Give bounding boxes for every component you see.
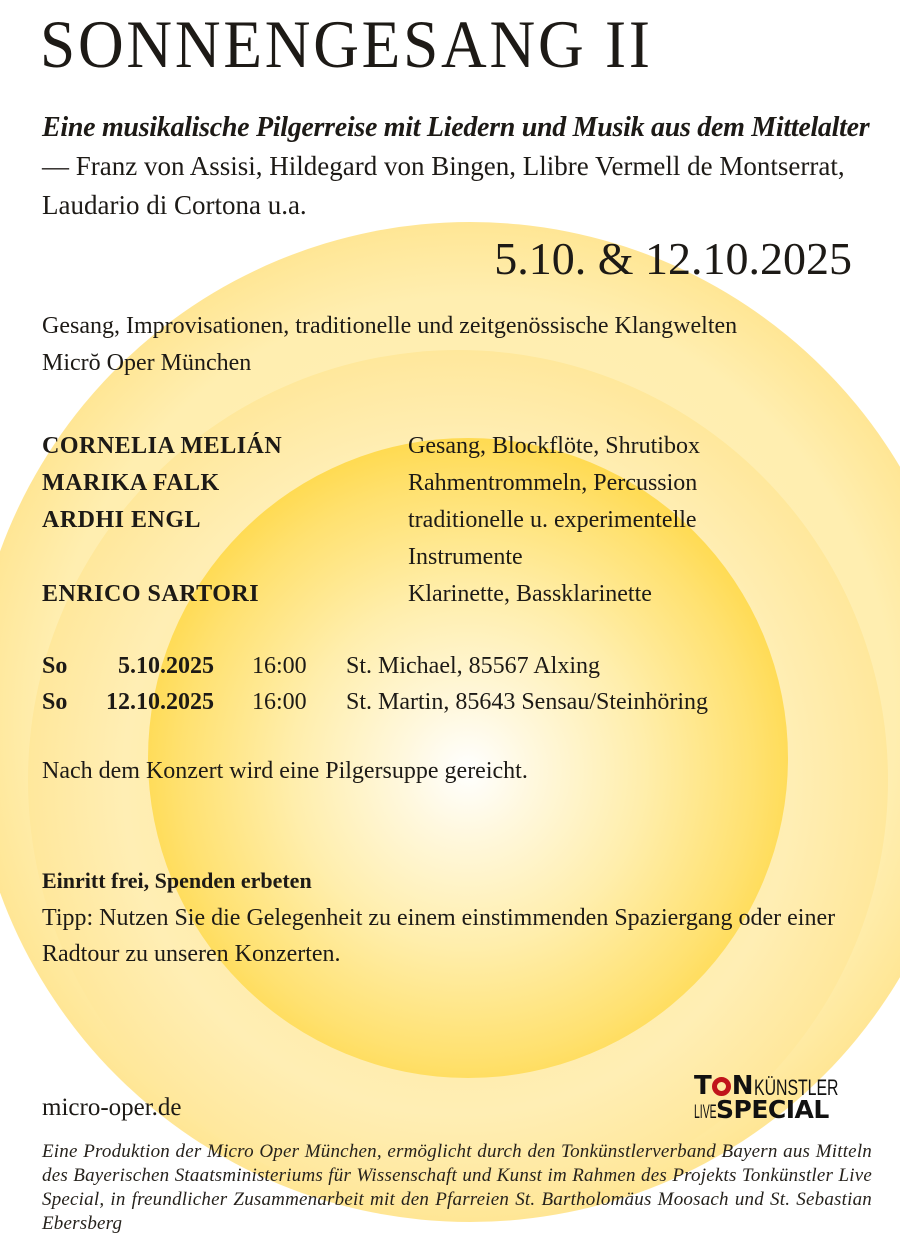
cast-name: MARIKA FALK	[42, 470, 220, 496]
cast-row	[42, 576, 808, 613]
poster-subtitle	[42, 108, 872, 225]
performance-venue: St. Martin, 85643 Sensau/Steinhöring	[346, 689, 708, 715]
website-link[interactable]: micro-oper.de	[42, 1094, 182, 1121]
cast-row	[42, 428, 808, 465]
admission-info: Einritt frei, Spenden erbeten	[42, 868, 312, 893]
description-ensemble: Micrŏ Oper München	[42, 350, 252, 376]
logo-kuenstler: KÜNSTLER	[753, 1075, 839, 1100]
performance-row	[42, 648, 708, 684]
logo-letter-t: T	[694, 1071, 711, 1101]
performance-time: 16:00	[252, 653, 307, 679]
logo-red-ring-icon	[712, 1077, 731, 1096]
cast-list	[42, 428, 808, 613]
performance-venue: St. Michael, 85567 Alxing	[346, 653, 600, 679]
subtitle-sources: — Franz von Assisi, Hildegard von Bingen, Llibre Vermell de Montserrat, Laudario di Cortona u.a.	[42, 151, 845, 220]
travel-tip: Tipp: Nutzen Sie die Gelegenheit zu einem einstimmenden Spaziergang oder einer Radtour zu unseren Konzerten.	[42, 905, 836, 967]
tonkuenstler-live-special-logo	[694, 1071, 859, 1124]
soup-note: Nach dem Konzert wird eine Pilgersuppe gereicht.	[42, 758, 528, 784]
poster-title: SONNENGESANG II	[40, 6, 653, 82]
performance-day: So	[42, 689, 68, 715]
description-genre: Gesang, Improvisationen, traditionelle und zeitgenössische Klangwelten	[42, 313, 738, 339]
logo-live: LIVE	[694, 1102, 717, 1123]
cast-role: Rahmentrommeln, Percussion	[408, 470, 698, 496]
cast-role: traditionelle u. experimentelle Instrumente	[408, 507, 697, 570]
performance-list	[42, 648, 708, 720]
cast-name: ENRICO SARTORI	[42, 581, 260, 607]
performance-time: 16:00	[252, 689, 307, 715]
description	[42, 308, 842, 382]
performance-date: 12.10.2025	[106, 689, 214, 715]
subtitle-italic: Eine musikalische Pilgerreise mit Liedern und Musik aus dem Mittelalter	[42, 112, 870, 143]
cast-name: ARDHI ENGL	[42, 507, 202, 533]
performance-day: So	[42, 653, 68, 679]
cast-row	[42, 465, 808, 502]
performance-date: 5.10.2025	[118, 653, 214, 679]
event-dates: 5.10. & 12.10.2025	[494, 233, 852, 284]
logo-special: SPECIAL	[716, 1095, 829, 1124]
cast-role: Gesang, Blockflöte, Shrutibox	[408, 433, 700, 459]
performance-row	[42, 684, 708, 720]
logo-bottom-row	[694, 1097, 859, 1122]
production-credits: Eine Produktion der Micro Oper München, ermöglicht durch den Tonkünstlerverband Bayern aus Mitteln des Bayerischen Staatsministeriums für Wissenschaft und Kunst im Rahmen des Projekts Tonkünstler Live Special, in freundlicher Zusammenarbeit mit den Pfarreien St. Bartholomäus Moosach und St. Sebastian Ebersberg	[42, 1141, 872, 1234]
cast-name: CORNELIA MELIÁN	[42, 433, 283, 459]
cast-role: Klarinette, Bassklarinette	[408, 581, 652, 607]
cast-row	[42, 502, 808, 576]
logo-letter-n: N	[731, 1071, 753, 1101]
